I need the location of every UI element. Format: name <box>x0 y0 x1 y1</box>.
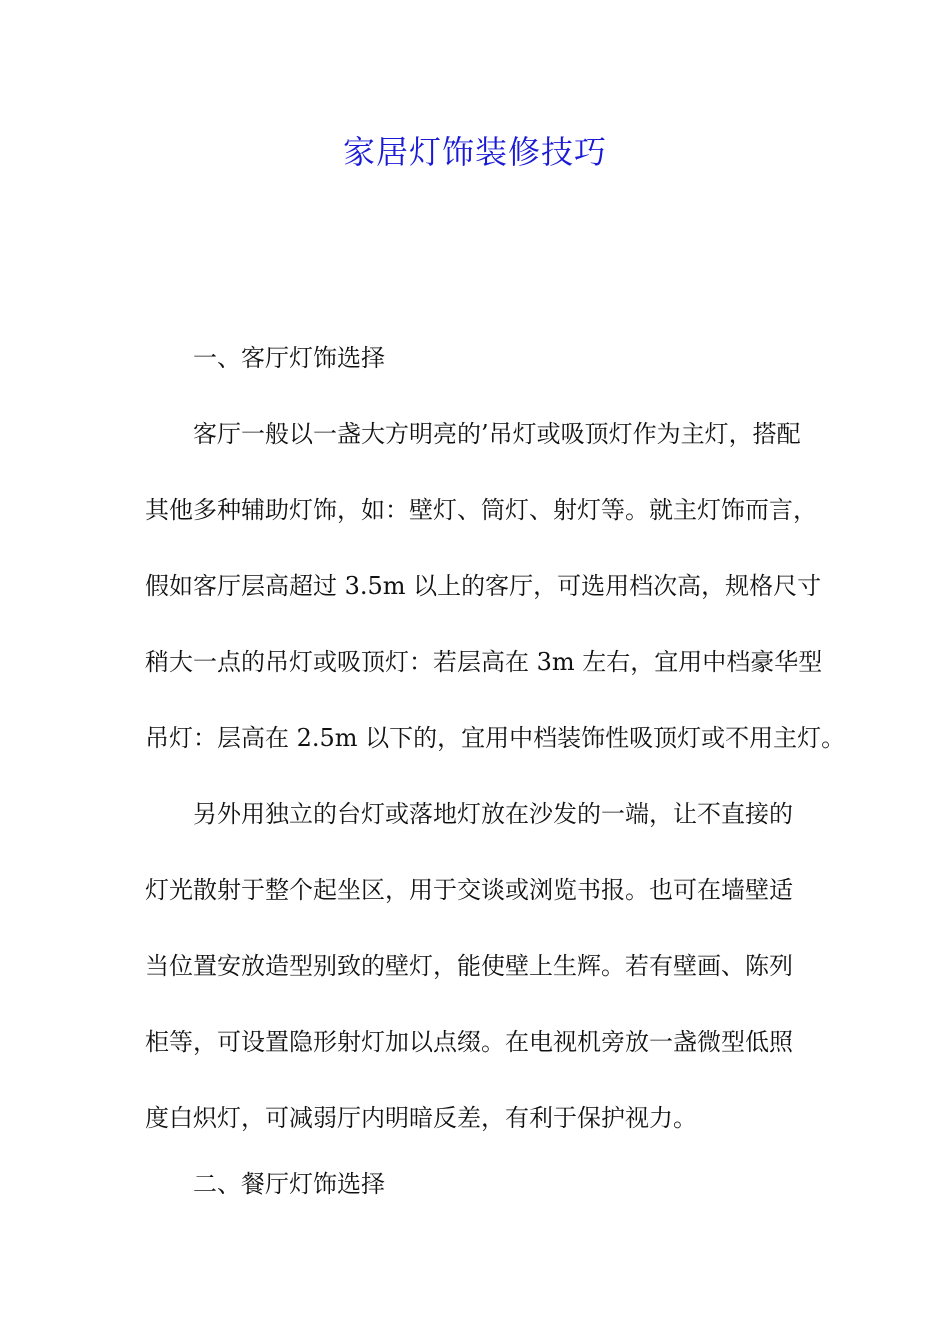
paragraph-line: 另外用独立的台灯或落地灯放在沙发的一端，让不直接的 <box>193 800 793 828</box>
paragraph-line: 吊灯：层高在 2.5m 以下的，宜用中档装饰性吸顶灯或不用主灯。 <box>145 724 846 752</box>
paragraph-line: 当位置安放造型别致的壁灯，能使壁上生辉。若有壁画、陈列 <box>145 952 793 980</box>
paragraph-line: 假如客厅层高超过 3.5m 以上的客厅，可选用档次高，规格尺寸 <box>145 572 822 600</box>
paragraph-line: 柜等，可设置隐形射灯加以点缀。在电视机旁放一盏微型低照 <box>145 1028 793 1056</box>
section-heading-living-room: 一、客厅灯饰选择 <box>193 344 385 372</box>
paragraph-line: 灯光散射于整个起坐区，用于交谈或浏览书报。也可在墙壁适 <box>145 876 793 904</box>
paragraph-line: 其他多种辅助灯饰，如：壁灯、筒灯、射灯等。就主灯饰而言， <box>145 496 817 524</box>
paragraph-line: 客厅一般以一盏大方明亮的’吊灯或吸顶灯作为主灯，搭配 <box>193 420 801 448</box>
document-title: 家居灯饰装修技巧 <box>342 133 607 171</box>
paragraph-line: 度白炽灯，可减弱厅内明暗反差，有利于保护视力。 <box>145 1104 697 1132</box>
section-heading-dining-room: 二、餐厅灯饰选择 <box>193 1170 385 1198</box>
paragraph-line: 稍大一点的吊灯或吸顶灯：若层高在 3m 左右，宜用中档豪华型 <box>145 648 823 676</box>
